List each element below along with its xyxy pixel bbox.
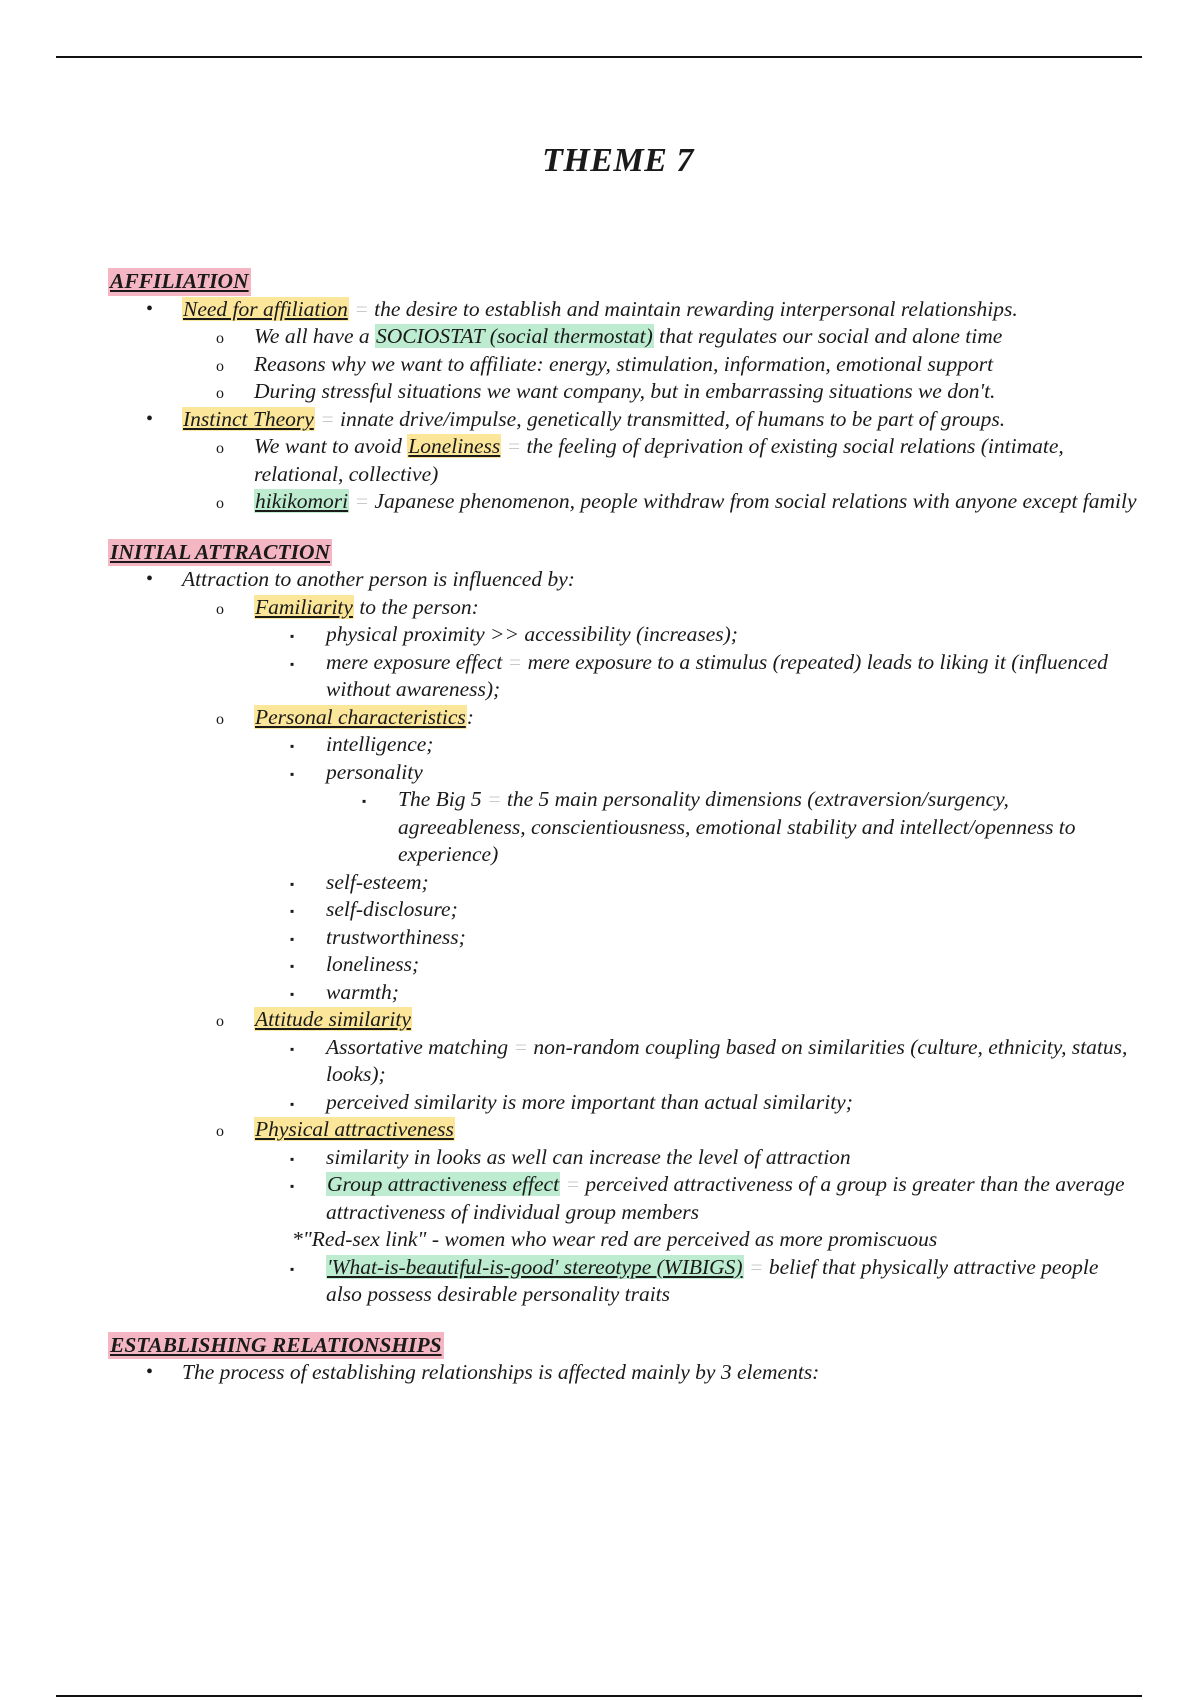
list-item: o During stressful situations we want company, but in embarrassing situations we don't.	[182, 378, 1138, 406]
list-item: ▪ 'What-is-beautiful-is-good' stereotype (WIBIGS) = belief that physically attractive people also possess desirable personality traits	[290, 1254, 1099, 1306]
list-item	[182, 1006, 1138, 1116]
bullet-circle-icon: o	[216, 440, 224, 457]
list-item: ▪ similarity in looks as well can increase the level of attraction	[254, 1144, 1138, 1172]
bullet-dot-icon: •	[146, 297, 154, 320]
header-rule	[56, 56, 1142, 58]
list-item: ▪ loneliness;	[254, 951, 1138, 979]
bullet-dot-icon: •	[146, 1361, 154, 1383]
bullet-circle-icon: o	[216, 385, 224, 402]
list-item: • Instinct Theory = innate drive/impulse, genetically transmitted, of humans to be part of groups. o We want to avoid Loneliness = the feeling of deprivation of existing social relations (intimate, relational, collective) o hikikomori = Japanese phenomenon, people withdraw from social relations with anyone except family	[108, 406, 1138, 516]
list-item: ▪ mere exposure effect = mere exposure to a stimulus (repeated) leads to liking it (influenced without awareness);	[290, 649, 1108, 701]
list-item: ▪ warmth;	[254, 979, 1138, 1007]
bullet-dot-icon: •	[146, 407, 154, 430]
bullet-square-icon: ▪	[290, 766, 295, 781]
bullet-square-icon: ▪	[290, 1179, 295, 1193]
footer-rule	[56, 1695, 1142, 1697]
list-item: ▪ self-esteem;	[254, 869, 1138, 897]
bullet-circle-icon: o	[216, 1013, 224, 1030]
list-item: o We want to avoid Loneliness = the feeling of deprivation of existing social relations (intimate, relational, collective)	[216, 434, 1064, 486]
bullet-square-icon: ▪	[290, 1261, 295, 1276]
list-item: ▪ personality ▪ The Big 5 = the 5 main personality dimensions (extraversion/surgency, agreeableness, conscientiousness, emotional stability and intellect/openness to experience)	[254, 759, 1138, 869]
bullet-square-icon: ▪	[290, 1096, 295, 1111]
document-body	[108, 268, 1138, 1410]
term-highlight: hikikomori	[255, 489, 349, 513]
list-item: ▪ perceived similarity is more important than actual similarity;	[254, 1089, 1138, 1117]
term-highlight: Group attractiveness effect	[327, 1172, 560, 1196]
section-establishing-relationships	[108, 1332, 1138, 1387]
section-affiliation	[108, 268, 1138, 516]
bullet-square-icon: ▪	[362, 794, 367, 808]
bullet-dot-icon: •	[146, 568, 154, 590]
bullet-square-icon: ▪	[290, 876, 295, 891]
bullet-square-icon: ▪	[290, 931, 295, 946]
term-highlight: Physical attractiveness	[255, 1117, 454, 1141]
list-item: o Personal characteristics: ▪ intelligence; ▪ personality ▪ The Big 5 = the 5 main personality dimensions (extraversion/surgency, agreeableness, conscientiousness, emotional stability and intellect/openness to experience) ▪ self-esteem; ▪ self-disclosure; ▪ trustworthiness; ▪ loneliness; ▪ warmth;	[182, 704, 1138, 1007]
list-item: o Reasons why we want to affiliate: energy, stimulation, information, emotional support	[182, 351, 1138, 379]
list-item: ▪ trustworthiness;	[254, 924, 1138, 952]
page-title: THEME 7	[542, 142, 694, 179]
bullet-circle-icon: o	[216, 495, 224, 512]
list-item: o We all have a SOCIOSTAT (social thermostat) that regulates our social and alone time	[182, 323, 1138, 351]
bullet-circle-icon: o	[216, 710, 224, 728]
list-item: ▪ physical proximity >> accessibility (increases);	[254, 621, 1138, 649]
bullet-square-icon: ▪	[290, 959, 295, 973]
term-highlight: Familiarity	[255, 594, 353, 619]
list-item: ▪ self-disclosure;	[254, 896, 1138, 924]
bullet-square-icon: ▪	[290, 986, 295, 1001]
list-item: ▪ The Big 5 = the 5 main personality dimensions (extraversion/surgency, agreeableness, conscientiousness, emotional stability and intellect/openness to experience)	[362, 787, 1076, 866]
term-highlight: Attitude similarity	[255, 1007, 411, 1031]
term-highlight: 'What-is-beautiful-is-good' stereotype (WIBIGS)	[327, 1254, 743, 1279]
term-highlight: Need for affiliation	[183, 296, 348, 321]
list-item: • Attraction to another person is influenced by: o Familiarity to the person: ▪ physical proximity >> accessibility (increases); ▪ mere exposure effect = mere exposure to a stimulus (repeated) leads to liking it (influenced without awareness); o Personal characteristics: ▪ intelligence; ▪ personality ▪ The Big 5 = the 5 main personality dimensions (extraversion/surgency, agreeableness, conscientiousness, emotional stability and intellect/openness to experience) ▪ self-esteem; ▪ self-disclosure; ▪ trustworthiness; ▪ loneliness; ▪ warmth; o Attitude similarity ▪ Assortative matching = non-random coupling based on similarities (culture, ethnicity, status, looks); ▪ perceived similarity is more important than actual similarity; o Physical attractiveness ▪ similarity in looks as well can increase the level of attraction ▪ Group attractiveness effect = perceived attractiveness of a group is greater than the average attractiveness of individual group members *"Red-sex link" - women who wear red are perceived as more promiscuous ▪ 'What-is-beautiful-is-good' stereotype (WIBIGS) = belief that physically attractive people also possess desirable personality traits	[108, 566, 1138, 1309]
bullet-square-icon: ▪	[290, 629, 295, 643]
bullet-circle-icon: o	[216, 600, 224, 618]
term-highlight: Loneliness	[408, 434, 501, 458]
list-item: ▪ Group attractiveness effect = perceived attractiveness of a group is greater than the average attractiveness of individual group members	[290, 1172, 1125, 1224]
bullet-square-icon: ▪	[290, 739, 295, 753]
bullet-square-icon: ▪	[290, 656, 295, 671]
section-heading: AFFILIATION	[108, 268, 251, 296]
list-item: ▪ Assortative matching = non-random coupling based on similarities (culture, ethnicity, status, looks);	[290, 1034, 1128, 1086]
bullet-circle-icon: o	[216, 330, 224, 347]
bullet-square-icon: ▪	[290, 1151, 295, 1166]
bullet-circle-icon: o	[216, 357, 224, 375]
term-highlight: Instinct Theory	[183, 406, 314, 431]
note-red-sex-link: *"Red-sex link" - women who wear red are perceived as more promiscuous	[292, 1227, 938, 1251]
list-item: o hikikomori = Japanese phenomenon, people withdraw from social relations with anyone except family	[182, 488, 1138, 516]
bullet-square-icon: ▪	[290, 904, 295, 918]
section-heading: ESTABLISHING RELATIONSHIPS	[108, 1332, 444, 1360]
term-highlight: Personal characteristics	[255, 704, 466, 729]
list-item	[182, 1116, 1138, 1309]
section-heading: INITIAL ATTRACTION	[108, 539, 332, 567]
bullet-square-icon: ▪	[290, 1041, 295, 1056]
section-initial-attraction	[108, 539, 1138, 1309]
list-item: o Familiarity to the person: ▪ physical proximity >> accessibility (increases); ▪ mere exposure effect = mere exposure to a stimulus (repeated) leads to liking it (influenced without awareness);	[182, 594, 1138, 704]
list-item: ▪ intelligence;	[254, 731, 1138, 759]
bullet-circle-icon: o	[216, 1123, 224, 1140]
term-highlight: SOCIOSTAT (social thermostat)	[376, 324, 653, 348]
list-item: • The process of establishing relationships is affected mainly by 3 elements:	[108, 1359, 1138, 1387]
list-item: • Need for affiliation = the desire to establish and maintain rewarding interpersonal relationships. o We all have a SOCIOSTAT (social thermostat) that regulates our social and alone time o Reasons why we want to affiliate: energy, stimulation, information, emotional support o During stressful situations we want company, but in embarrassing situations we don't.	[108, 296, 1138, 406]
